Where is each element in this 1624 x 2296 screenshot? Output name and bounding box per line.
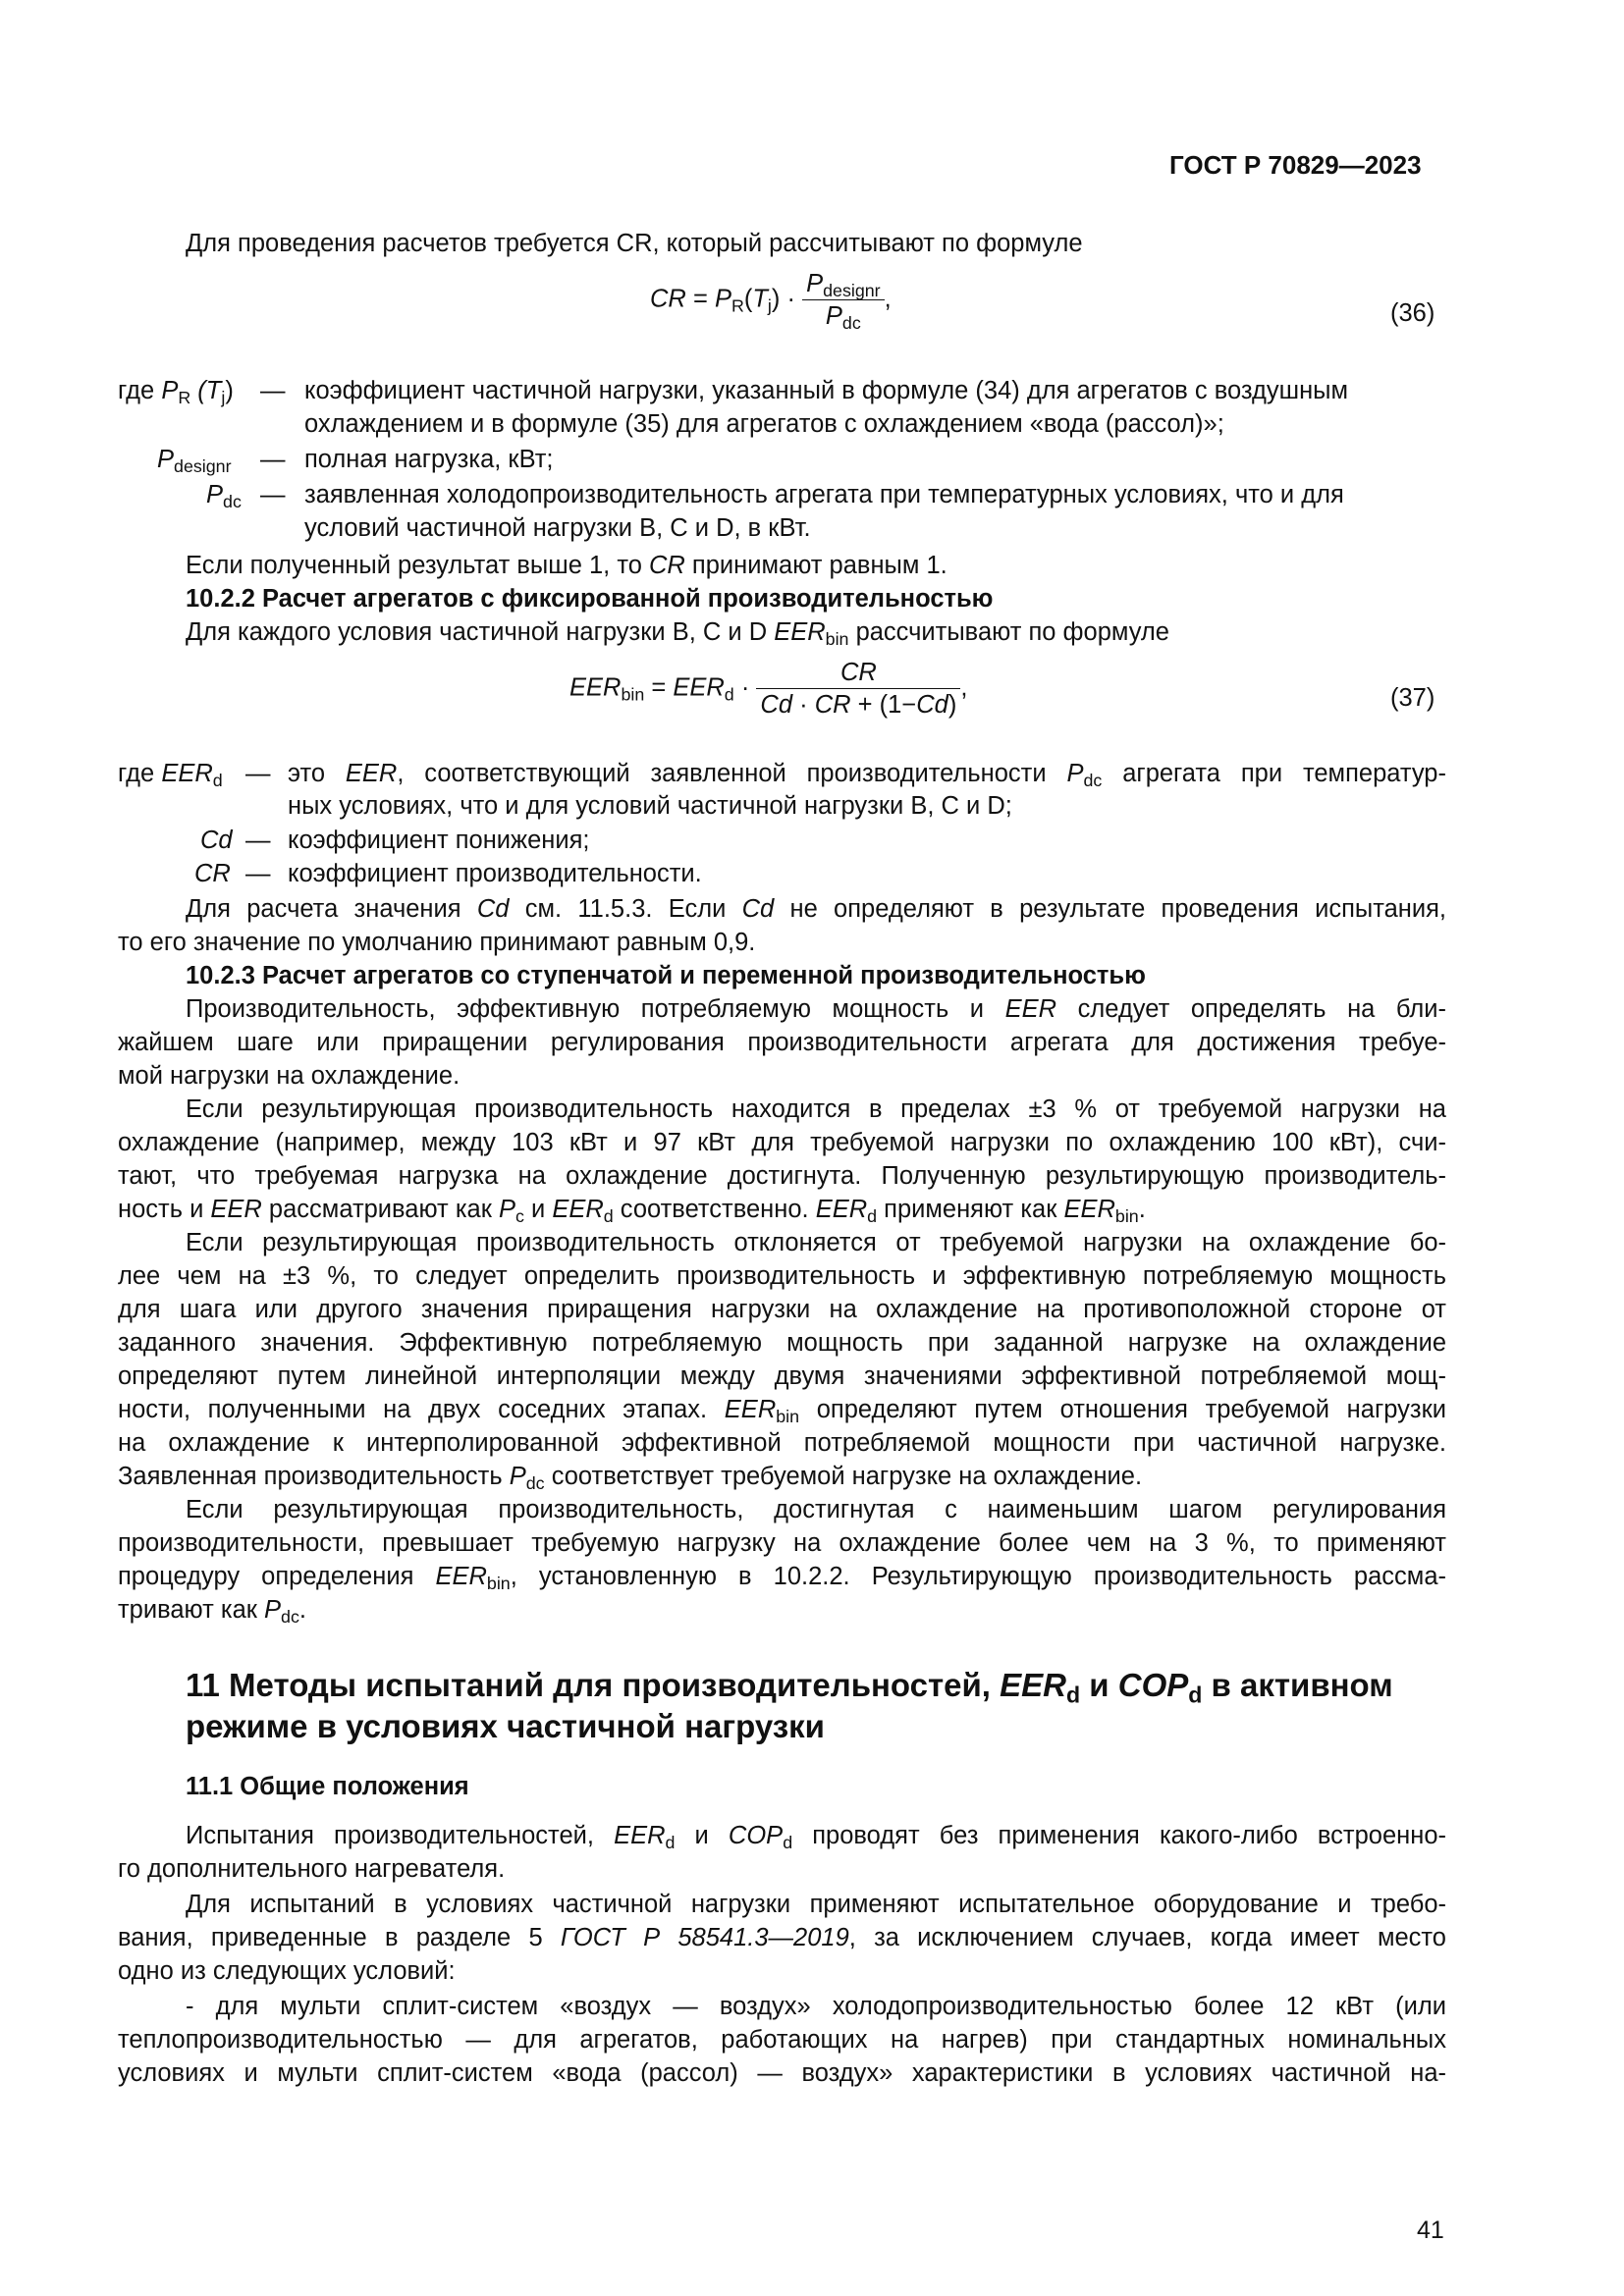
cr-intro-text: Для проведения расчетов требуется CR, который рассчитывают по формуле	[186, 230, 1083, 257]
def-eerd-dash: —	[245, 760, 271, 787]
paragraph-1023-3-line7: на охлаждение к интерполированной эффективной потребляемой мощности при частичной нагрузке.	[118, 1429, 1446, 1457]
heading-section-11-line2: режиме в условиях частичной нагрузки	[186, 1708, 825, 1744]
def-pdc-line2: условий частичной нагрузки B, C и D, в кВт.	[304, 514, 811, 542]
paragraph-111-2-line2: вания, приведенные в разделе 5 ГОСТ Р 58541.3—2019, за исключением случаев, когда имеет место	[118, 1924, 1446, 1951]
eq36-p: P	[714, 285, 731, 313]
document-header: ГОСТ Р 70829—2023	[1169, 150, 1422, 180]
paragraph-1023-3-line6: ности, полученными на двух соседних этапах. $EER_{bin}$ определяют путем отношения требуемой нагрузки	[118, 1396, 1446, 1426]
def-pdesignr-line1: полная нагрузка, кВт;	[304, 446, 554, 473]
paragraph-cd-line2: то его значение по умолчанию принимают равным 0,9.	[118, 929, 756, 956]
def-pdc-dash: —	[260, 481, 286, 508]
eq36-p-sub: R	[731, 295, 744, 316]
heading-10-2-2: 10.2.2 Расчет агрегатов с фиксированной производительностью	[186, 585, 994, 613]
paragraph-111-2-line3: одно из следующих условий:	[118, 1957, 456, 1985]
def-pr-tj: где $P_R$ $(T_j)$	[118, 377, 234, 407]
eq36-fraction: $\frac{P_{designr}}{P_{dc}}$	[802, 271, 885, 330]
def-pdesignr-dash: —	[260, 446, 286, 473]
def-cr-line1: коэффициент производительности.	[288, 860, 702, 887]
def-cr-symbol: CR	[194, 860, 231, 887]
def-pdc-line1: заявленная холодопроизводительность агрегата при температурных условиях, что и для	[304, 481, 1344, 508]
equation-number-36: (36)	[1390, 299, 1435, 327]
paragraph-1023-3-line4: заданного значения. Эффективную потребляемую мощность при заданной нагрузке на охлаждение	[118, 1329, 1446, 1357]
paragraph-111-1-line2: го дополнительного нагревателя.	[118, 1855, 506, 1883]
def-eerd-line1: это EER, соответствующий заявленной производительности $P_{dc}$ агрегата при температур-	[288, 760, 1446, 790]
paragraph-1023-3-line8: Заявленная производительность $P_{dc}$ соответствует требуемой нагрузке на охлаждение.	[118, 1463, 1143, 1493]
paragraph-1023-4-line2: производительности, превышает требуемую нагрузку на охлаждение более чем на 3 %, то применяют	[118, 1529, 1446, 1557]
paragraph-cd-line1: Для расчета значения Cd см. 11.5.3. Если Cd не определяют в результате проведения испытания,	[186, 895, 1447, 923]
def-cr-dash: —	[245, 860, 271, 887]
paragraph-cr-intro	[186, 232, 1083, 257]
eq37-fraction: $\frac{CR}{Cd \cdot CR + (1-Cd)}$	[756, 660, 960, 719]
paragraph-111-3-line2: теплопроизводительностью — для агрегатов, работающих на нагрев) при стандартных номинальных	[118, 2026, 1446, 2054]
paragraph-111-3-line1: - для мульти сплит-систем «воздух — воздух» холодопроизводительностью более 12 кВт (или	[186, 1993, 1446, 2020]
def-eerd-line2: ных условиях, что и для условий частичной нагрузки B, C и D;	[288, 792, 1012, 820]
paragraph-111-2-line1: Для испытаний в условиях частичной нагрузки применяют испытательное оборудование и требо-	[186, 1891, 1446, 1918]
paragraph-111-3-line3: условиях и мульти сплит-систем «вода (рассол) — воздух» характеристики в условиях частичной на-	[118, 2059, 1446, 2087]
equation-number-37: (37)	[1390, 684, 1435, 712]
paragraph-1023-2-line1: Если результирующая производительность находится в пределах ±3 % от требуемой нагрузки на	[186, 1095, 1446, 1123]
paragraph-1023-1-line3: мой нагрузки на охлаждение.	[118, 1062, 460, 1090]
def-pr-line2: охлаждением и в формуле (35) для агрегатов с охлаждением «вода (рассол)»;	[304, 410, 1224, 438]
paragraph-1023-1-line2: жайшем шаге или приращении регулирования производительности агрегата для достижения требуе-	[118, 1029, 1446, 1056]
paragraph-1023-2-line3: тают, что требуемая нагрузка на охлаждение достигнута. Полученную результирующую производитель-	[118, 1162, 1446, 1190]
page-number: 41	[1417, 2216, 1444, 2244]
def-pr-dash: —	[260, 377, 286, 404]
paragraph-1023-4-line4: тривают как $P_{dc}$.	[118, 1596, 306, 1627]
def-pdesignr-symbol: $P_{designr}$	[157, 446, 232, 476]
def-cd-symbol: Cd	[200, 827, 233, 854]
def-pr-line1: коэффициент частичной нагрузки, указанный в формуле (34) для агрегатов с воздушным	[304, 377, 1349, 404]
equation-36: CR = $P_R(T_j)$ · $\frac{P_{designr}}{P_{dc}}$ ,	[650, 270, 892, 333]
paragraph-1023-2-line4: ность и EER рассматривают как $P_c$ и $EER_d$ соответственно. $EER_d$ применяют как $EER_{bin}$.	[118, 1196, 1146, 1226]
eq36-equals: =	[692, 285, 708, 313]
def-eerd-symbol: где $EER_d$	[118, 760, 223, 790]
paragraph-1023-4-line3: процедуру определения $EER_{bin}$, установленную в 10.2.2. Результирующую производительность рассма-	[118, 1563, 1446, 1593]
eq36-lhs: CR	[650, 285, 686, 313]
paragraph-1023-3-line5: определяют путем линейной интерполяции между двумя значениями эффективной потребляемой мощ-	[118, 1362, 1446, 1390]
def-cd-line1: коэффициент понижения;	[288, 827, 590, 854]
def-pdc-symbol: $P_{dc}$	[206, 481, 242, 511]
paragraph-1023-3-line3: для шага или другого значения приращения нагрузки на охлаждение на противоположной стороне от	[118, 1296, 1446, 1323]
paragraph-10-2-2: Для каждого условия частичной нагрузки B, C и D $EER_{bin}$ рассчитывают по формуле	[186, 618, 1169, 649]
paragraph-111-1-line1: Испытания производительностей, $EER_d$ и $COP_d$ проводят без применения какого-либо встроенно-	[186, 1822, 1446, 1852]
heading-section-11-line1: 11 Методы испытаний для производительностей, $EER_d$ и $COP_d$ в активном	[186, 1667, 1393, 1708]
paragraph-1023-4-line1: Если результирующая производительность, достигнутая с наименьшим шагом регулирования	[186, 1496, 1446, 1523]
heading-10-2-3: 10.2.3 Расчет агрегатов со ступенчатой и переменной производительностью	[186, 962, 1146, 989]
paragraph-1023-3-line1: Если результирующая производительность отклоняется от требуемой нагрузки на охлаждение бо-	[186, 1229, 1446, 1256]
paragraph-1023-1-line1: Производительность, эффективную потребляемую мощность и EER следует определять на бли-	[186, 995, 1446, 1023]
eq36-dot: ·	[786, 285, 795, 313]
paragraph-cr-gt1: Если полученный результат выше 1, то CR принимают равным 1.	[186, 552, 947, 579]
paragraph-1023-3-line2: лее чем на ±3 %, то следует определить производительность и эффективную потребляемую мощность	[118, 1262, 1446, 1290]
def-cd-dash: —	[245, 827, 271, 854]
equation-37: $EER_{bin} = EER_d$ · $\frac{CR}{Cd \cdot CR + (1-Cd)}$ ,	[569, 659, 968, 719]
paragraph-1023-2-line2: охлаждение (например, между 103 кВт и 97 кВт для требуемой нагрузки по охлаждению 100 кВт), счи-	[118, 1129, 1446, 1156]
heading-11-1: 11.1 Общие положения	[186, 1773, 469, 1800]
